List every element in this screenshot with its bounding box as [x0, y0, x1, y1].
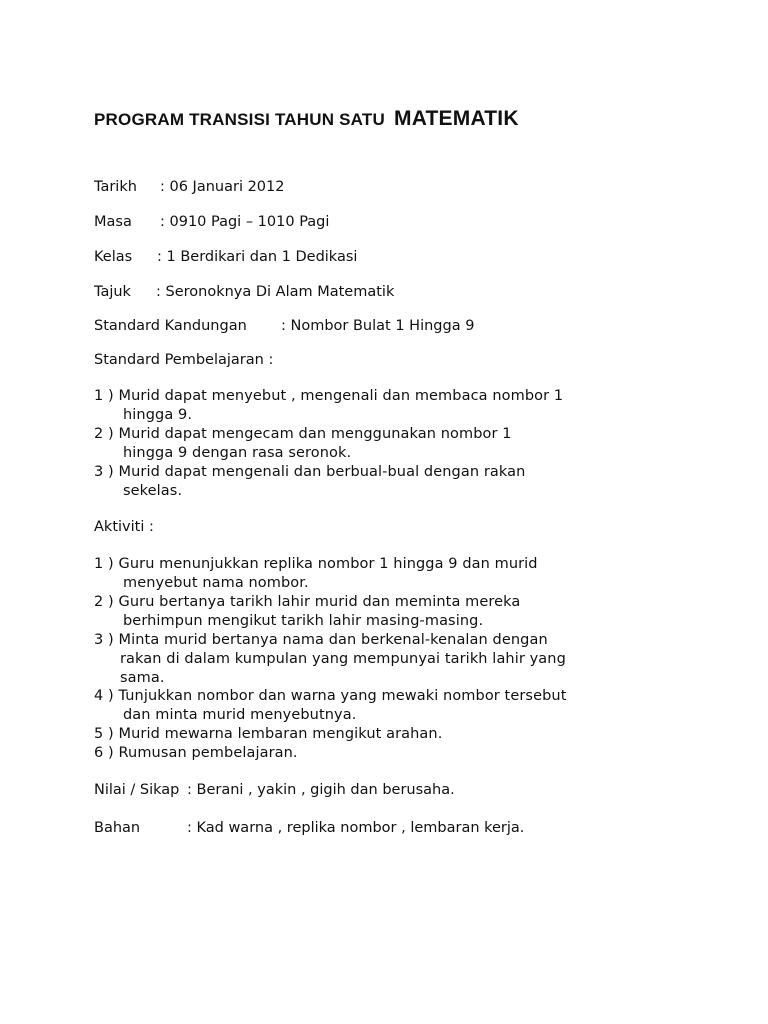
sp-item-3-line-1: 3 ) Murid dapat mengenali dan berbual-bual dengan rakan	[94, 464, 526, 480]
aktiviti-item-1-line-1: 1 ) Guru menunjukkan replika nombor 1 hingga 9 dan murid	[94, 556, 538, 572]
standard-pembelajaran-heading: Standard Pembelajaran :	[94, 352, 274, 368]
field-label-masa: Masa	[94, 214, 132, 230]
field-value-masa: : 0910 Pagi – 1010 Pagi	[160, 214, 330, 230]
aktiviti-item-3-line-3: sama.	[120, 670, 165, 686]
aktiviti-item-3-line-1: 3 ) Minta murid bertanya nama dan berkenal-kenalan dengan	[94, 632, 548, 648]
bahan-value: : Kad warna , replika nombor , lembaran kerja.	[187, 820, 525, 836]
aktiviti-item-4-line-1: 4 ) Tunjukkan nombor dan warna yang mewaki nombor tersebut	[94, 688, 567, 704]
bahan-label: Bahan	[94, 820, 141, 836]
aktiviti-item-4-line-2: dan minta murid menyebutnya.	[123, 707, 357, 723]
nilai-label: Nilai / Sikap	[94, 782, 180, 798]
sp-item-1-line-1: 1 ) Murid dapat menyebut , mengenali dan membaca nombor 1	[94, 388, 564, 404]
aktiviti-item-2-line-2: berhimpun mengikut tarikh lahir masing-masing.	[123, 613, 484, 629]
title-part-2: MATEMATIK	[394, 107, 519, 130]
aktiviti-item-5-line-1: 5 ) Murid mewarna lembaran mengikut arahan.	[94, 726, 443, 742]
nilai-value: : Berani , yakin , gigih dan berusaha.	[187, 782, 455, 798]
field-label-standard-kandungan: Standard Kandungan	[94, 318, 247, 334]
sp-item-1-line-2: hingga 9.	[123, 407, 193, 423]
aktiviti-item-6-line-1: 6 ) Rumusan pembelajaran.	[94, 745, 298, 761]
field-value-tajuk: : Seronoknya Di Alam Matematik	[156, 284, 395, 300]
aktiviti-heading: Aktiviti :	[94, 519, 154, 535]
field-value-standard-kandungan: : Nombor Bulat 1 Hingga 9	[281, 318, 475, 334]
sp-item-2-line-2: hingga 9 dengan rasa seronok.	[123, 445, 352, 461]
field-label-tajuk: Tajuk	[94, 284, 131, 300]
sp-item-2-line-1: 2 ) Murid dapat mengecam dan menggunakan nombor 1	[94, 426, 512, 442]
aktiviti-item-3-line-2: rakan di dalam kumpulan yang mempunyai tarikh lahir yang	[120, 651, 566, 667]
field-label-tarikh: Tarikh	[94, 179, 137, 195]
field-label-kelas: Kelas	[94, 249, 133, 265]
field-value-kelas: : 1 Berdikari dan 1 Dedikasi	[157, 249, 358, 265]
aktiviti-item-1-line-2: menyebut nama nombor.	[123, 575, 309, 591]
field-value-tarikh: : 06 Januari 2012	[160, 179, 285, 195]
aktiviti-item-2-line-1: 2 ) Guru bertanya tarikh lahir murid dan meminta mereka	[94, 594, 521, 610]
document-title	[94, 96, 519, 133]
title-part-1: PROGRAM TRANSISI TAHUN SATU	[94, 110, 385, 129]
sp-item-3-line-2: sekelas.	[123, 483, 183, 499]
